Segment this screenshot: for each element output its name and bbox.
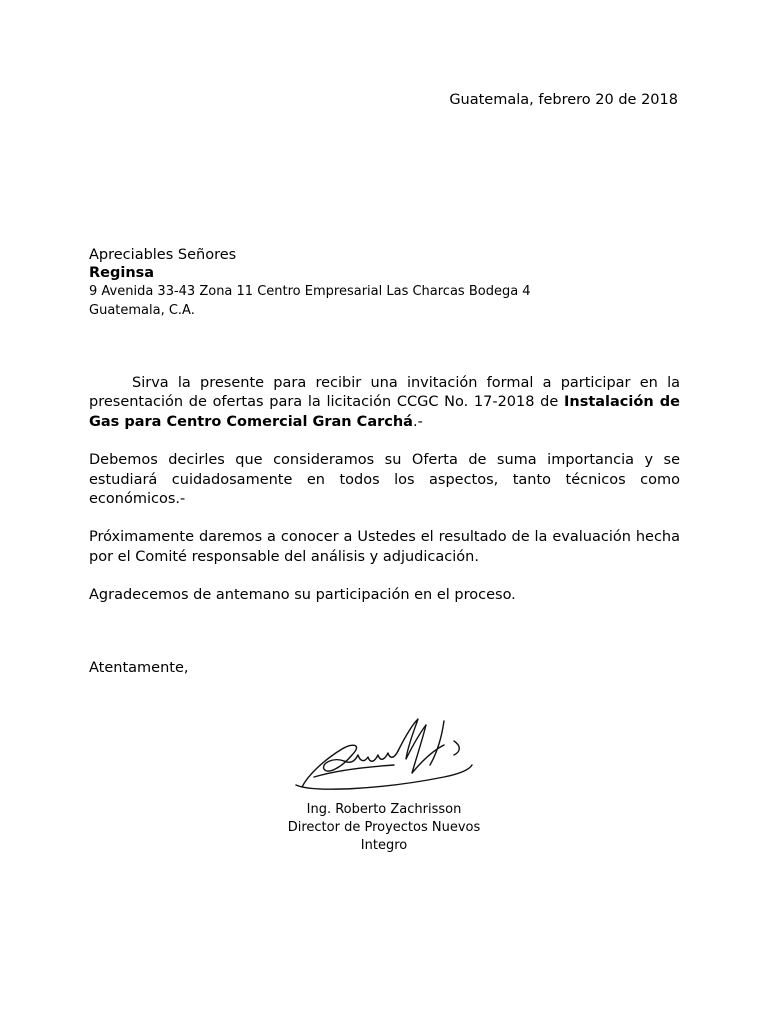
recipient-address-line2: Guatemala, C.A.: [89, 303, 195, 318]
salutation: Apreciables Señores: [89, 247, 237, 263]
recipient-address-line1: 9 Avenida 33-43 Zona 11 Centro Empresarial Las Charcas Bodega 4: [89, 284, 531, 299]
signer-organization: Integro: [360, 838, 408, 853]
project-name: Instalación de Gas para Centro Comercial Gran Carchá: [89, 394, 680, 430]
handwritten-signature: [294, 715, 474, 795]
paragraph-evaluation: Próximamente daremos a conocer a Ustedes el resultado de la evaluación hecha por el Comité responsable del análisis y adjudicación.: [89, 529, 680, 565]
paragraph-invitation: [89, 374, 680, 432]
letter-date: Guatemala, febrero 20 de 2018: [449, 92, 678, 108]
closing: Atentamente,: [89, 660, 189, 676]
letter-body: [89, 374, 680, 606]
signer-name: Ing. Roberto Zachrisson: [306, 802, 462, 817]
paragraph-thanks: Agradecemos de antemano su participación en el proceso.: [89, 587, 516, 604]
paragraph-importance: Debemos decirles que consideramos su Oferta de suma importancia y se estudiará cuidadosamente en todos los aspectos, tanto técnicos como económicos.-: [89, 452, 680, 508]
signature-block: [264, 801, 504, 855]
paragraph-invitation-end: .-: [412, 413, 423, 430]
signer-title: Director de Proyectos Nuevos: [287, 820, 481, 835]
recipient-block: [89, 246, 531, 320]
paragraph-invitation-text: Sirva la presente para recibir una invitación formal a participar en la presentación de ofertas para la licitación CCGC No. 17-2018 de: [89, 375, 680, 411]
recipient-company: Reginsa: [89, 265, 155, 281]
